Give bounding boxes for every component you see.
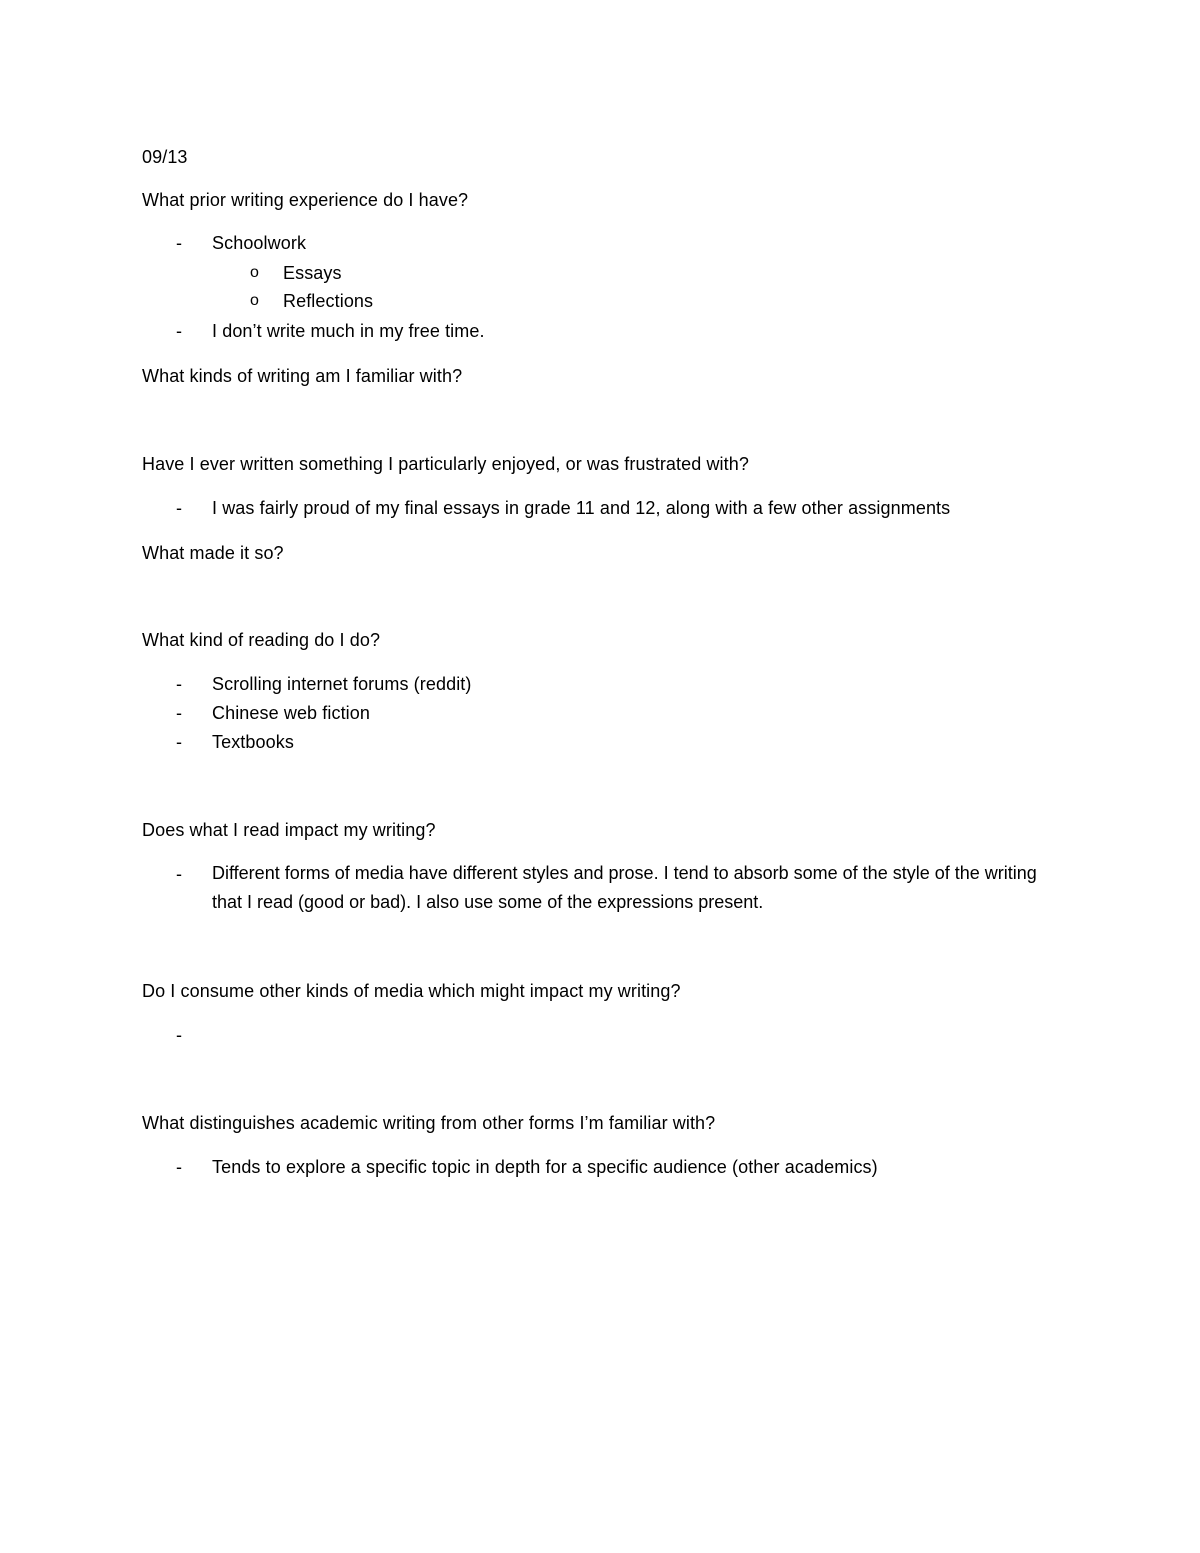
dash-bullet: - bbox=[176, 1157, 182, 1177]
question-reading-impact: Does what I read impact my writing? bbox=[142, 820, 436, 840]
question-kind-of-reading: What kind of reading do I do? bbox=[142, 630, 381, 650]
question-academic-writing: What distinguishes academic writing from other forms I’m familiar with? bbox=[142, 1113, 716, 1133]
date-heading: 09/13 bbox=[142, 147, 188, 167]
dash-bullet: - bbox=[176, 732, 182, 752]
question-kinds-of-writing: What kinds of writing am I familiar with? bbox=[142, 366, 463, 386]
list-item: I don’t write much in my free time. bbox=[212, 321, 485, 341]
list-item: Tends to explore a specific topic in depth for a specific audience (other academics) bbox=[212, 1157, 878, 1177]
question-what-made-it-so: What made it so? bbox=[142, 543, 284, 563]
list-item: Schoolwork bbox=[212, 233, 307, 253]
sub-list-item: Reflections bbox=[283, 291, 374, 311]
dash-bullet: - bbox=[176, 233, 182, 253]
question-other-media: Do I consume other kinds of media which might impact my writing? bbox=[142, 981, 681, 1001]
list-item: Scrolling internet forums (reddit) bbox=[212, 674, 472, 694]
sub-list-item: Essays bbox=[283, 263, 342, 283]
circle-bullet: o bbox=[250, 292, 259, 309]
dash-bullet: - bbox=[176, 498, 182, 518]
dash-bullet: - bbox=[176, 674, 182, 694]
dash-bullet: - bbox=[176, 703, 182, 723]
dash-bullet: - bbox=[176, 864, 182, 884]
question-prior-experience: What prior writing experience do I have? bbox=[142, 190, 469, 210]
question-enjoyed-or-frustrated: Have I ever written something I particularly enjoyed, or was frustrated with? bbox=[142, 454, 749, 474]
dash-bullet: - bbox=[176, 1025, 182, 1045]
list-item: I was fairly proud of my final essays in grade 11 and 12, along with a few other assignments bbox=[212, 498, 951, 518]
list-item: Different forms of media have different styles and prose. I tend to absorb some of the style of the writing that I read (good or bad). I also use some of the expressions present. bbox=[212, 863, 1037, 912]
circle-bullet: o bbox=[250, 264, 259, 281]
list-item: Chinese web fiction bbox=[212, 703, 370, 723]
list-item: Textbooks bbox=[212, 732, 294, 752]
dash-bullet: - bbox=[176, 321, 182, 341]
